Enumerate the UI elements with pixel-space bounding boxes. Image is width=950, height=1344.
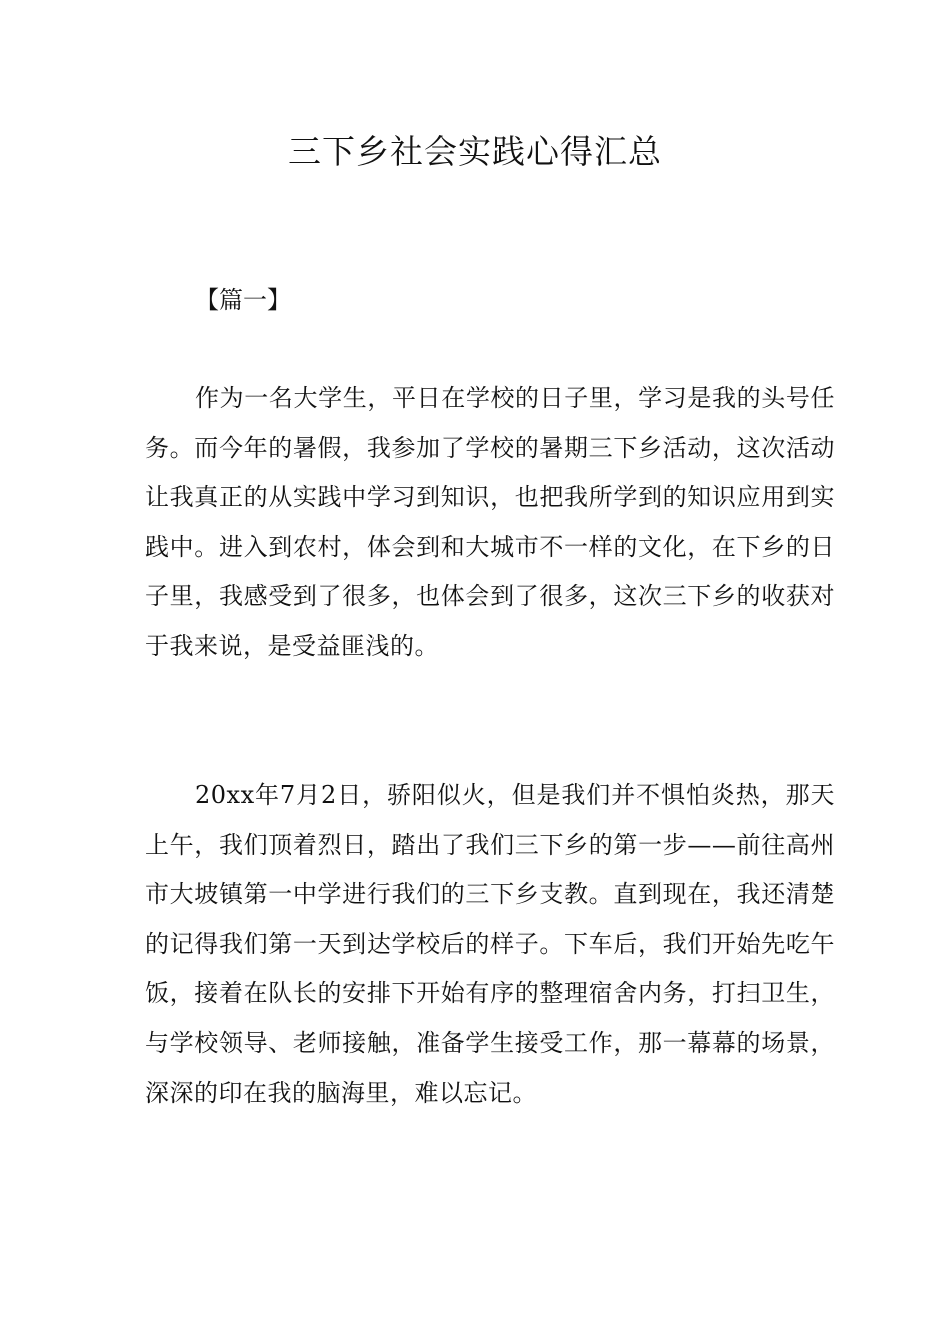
paragraph-2: 20xx年7月2日，骄阳似火，但是我们并不惧怕炎热，那天上午，我们顶着烈日，踏出了我们三下乡的第一步——前往高州市大坡镇第一中学进行我们的三下乡支教。直到现在，我还清楚的记得我们第一天到达学校后的样子。下车后，我们开始先吃午饭，接着在队长的安排下开始有序的整理宿舍内务，打扫卫生，与学校领导、老师接触，准备学生接受工作，那一幕幕的场景，深深的印在我的脑海里，难以忘记。 — [145, 781, 835, 1107]
section-heading: 【篇一】 — [195, 286, 291, 314]
document-title: 三下乡社会实践心得汇总 — [288, 132, 662, 171]
paragraph-1: 作为一名大学生，平日在学校的日子里，学习是我的头号任务。而今年的暑假，我参加了学校的暑期三下乡活动，这次活动让我真正的从实践中学习到知识，也把我所学到的知识应用到实践中。进入到农村，体会到和大城市不一样的文化，在下乡的日子里，我感受到了很多，也体会到了很多，这次三下乡的收获对于我来说，是受益匪浅的。 — [145, 384, 835, 660]
